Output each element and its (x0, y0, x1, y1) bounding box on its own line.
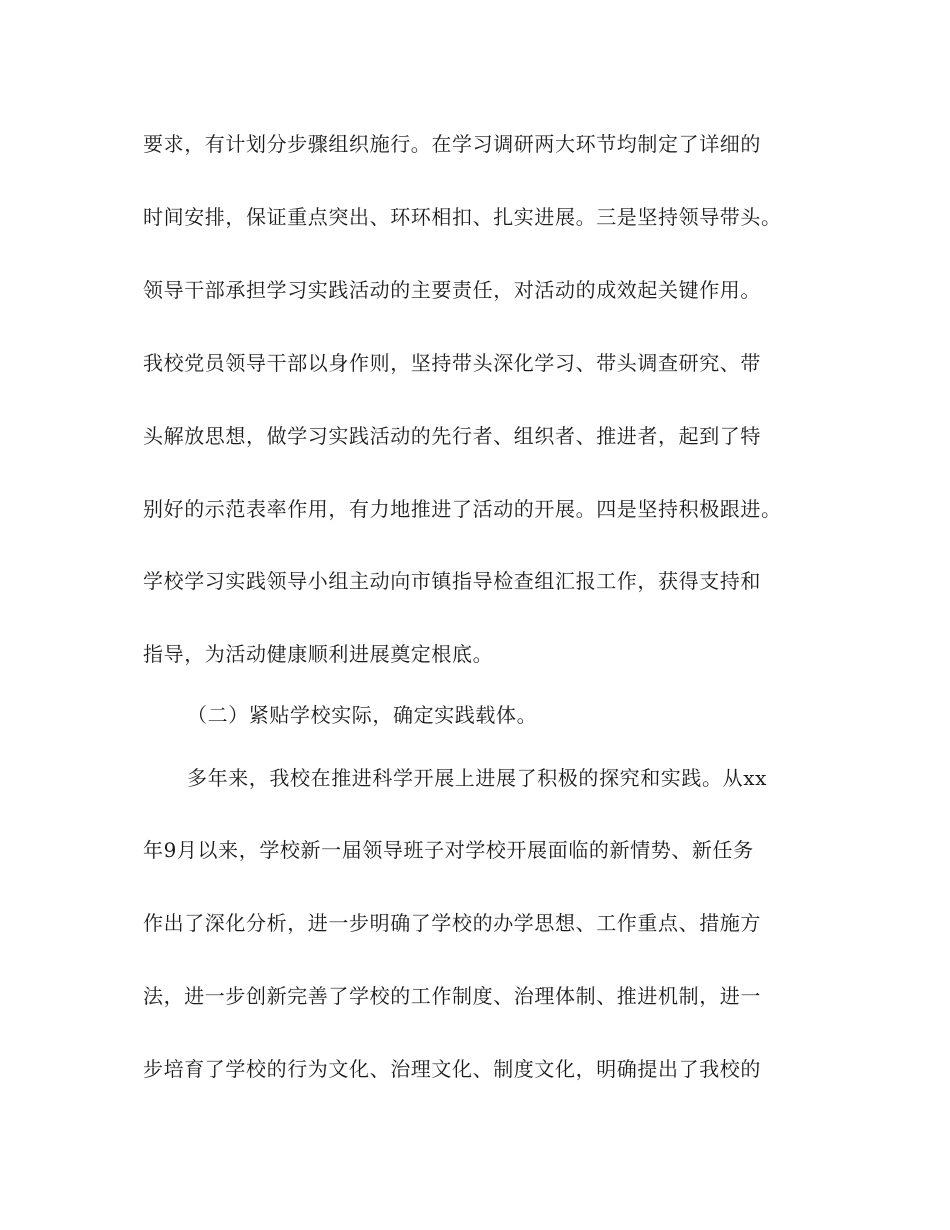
body-text-line: 别好的示范表率作用，有力地推进了活动的开展。四是坚持积极跟进。 (143, 497, 782, 521)
paragraph-first-line: 多年来，我校在推进科学开展上进展了积极的探究和实践。从xx (187, 766, 767, 790)
body-text-line: 时间安排，保证重点突出、环环相扣、扎实进展。三是坚持领导带头。 (143, 205, 782, 229)
body-text-line: 学校学习实践领导小组主动向市镇指导检查组汇报工作，获得支持和 (143, 569, 761, 593)
body-text-line: 我校党员领导干部以身作则，坚持带头深化学习、带头调查研究、带 (143, 351, 761, 375)
body-text-line: 头解放思想，做学习实践活动的先行者、组织者、推进者，起到了特 (143, 424, 761, 448)
body-text-line: 步培育了学校的行为文化、治理文化、制度文化，明确提出了我校的 (143, 1057, 761, 1081)
body-text-line: 年9月以来，学校新一届领导班子对学校开展面临的新情势、新任务 (143, 838, 754, 862)
body-text-line: 领导干部承担学习实践活动的主要责任，对活动的成效起关键作用。 (143, 278, 761, 302)
section-heading: （二）紧贴学校实际，确定实践载体。 (187, 703, 538, 727)
body-text-line: 法，进一步创新完善了学校的工作制度、治理体制、推进机制，进一 (143, 984, 761, 1008)
body-text-line: 作出了深化分析，进一步明确了学校的办学思想、工作重点、措施方 (143, 911, 761, 935)
body-text-line: 要求，有计划分步骤组织施行。在学习调研两大环节均制定了详细的 (143, 132, 761, 156)
body-text-line: 指导，为活动健康顺利进展奠定根底。 (143, 642, 494, 666)
